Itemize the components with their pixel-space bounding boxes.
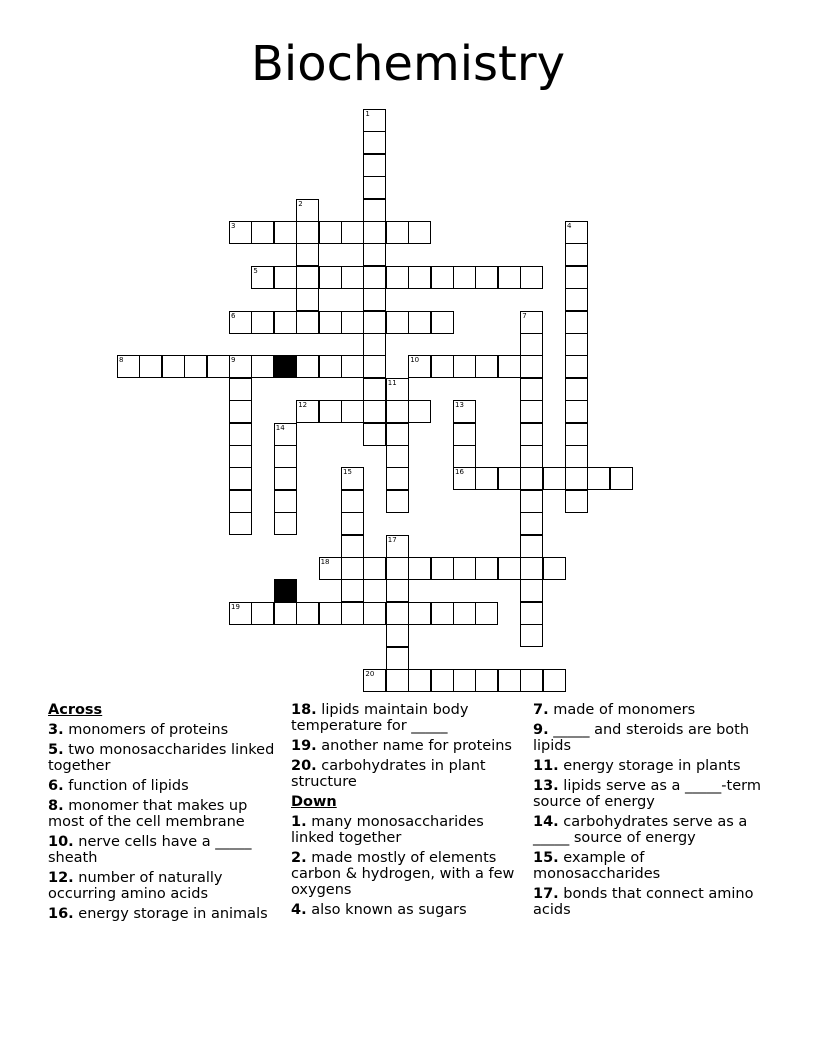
grid-cell[interactable] [386, 669, 409, 692]
grid-cell[interactable] [363, 423, 386, 446]
grid-cell[interactable] [363, 109, 386, 132]
grid-cell[interactable] [341, 490, 364, 513]
grid-cell[interactable] [386, 557, 409, 580]
grid-cell[interactable] [363, 400, 386, 423]
grid-cell[interactable] [139, 355, 162, 378]
grid-cell[interactable] [319, 311, 342, 334]
clue-number-label: 14 [275, 423, 285, 432]
grid-cell[interactable] [520, 624, 543, 647]
grid-cell[interactable] [251, 602, 274, 625]
grid-cell[interactable] [565, 243, 588, 266]
grid-cell[interactable] [408, 602, 431, 625]
grid-cell[interactable] [296, 288, 319, 311]
grid-cell[interactable] [431, 669, 454, 692]
clue-across-6: 6. function of lipids [48, 778, 189, 794]
grid-cell[interactable] [386, 445, 409, 468]
grid-cell[interactable] [520, 423, 543, 446]
grid-cell[interactable] [341, 467, 364, 490]
clue-number-label: 6 [231, 311, 236, 320]
grid-cell[interactable] [229, 490, 252, 513]
grid-cell[interactable] [274, 423, 297, 446]
grid-cell[interactable] [453, 400, 476, 423]
grid-cell[interactable] [341, 400, 364, 423]
grid-cell[interactable] [386, 467, 409, 490]
clue-number-label: 5 [253, 266, 258, 275]
clue-down-1: 1. many monosaccharides linked together [291, 814, 484, 846]
grid-cell[interactable] [520, 490, 543, 513]
grid-cell[interactable] [408, 669, 431, 692]
grid-cell[interactable] [274, 602, 297, 625]
grid-cell[interactable] [229, 602, 252, 625]
grid-cell[interactable] [431, 266, 454, 289]
grid-block-cell [274, 355, 297, 378]
grid-cell[interactable] [543, 557, 566, 580]
grid-cell[interactable] [319, 400, 342, 423]
grid-cell[interactable] [565, 400, 588, 423]
grid-cell[interactable] [475, 467, 498, 490]
grid-cell[interactable] [296, 243, 319, 266]
grid-cell[interactable] [587, 467, 610, 490]
grid-cell[interactable] [363, 199, 386, 222]
grid-cell[interactable] [363, 131, 386, 154]
grid-cell[interactable] [453, 266, 476, 289]
clue-across-18: 18. lipids maintain body temperature for _____ [291, 702, 469, 734]
grid-cell[interactable] [565, 378, 588, 401]
grid-cell[interactable] [229, 467, 252, 490]
grid-cell[interactable] [117, 355, 140, 378]
grid-cell[interactable] [453, 669, 476, 692]
grid-cell[interactable] [520, 602, 543, 625]
grid-cell[interactable] [341, 355, 364, 378]
grid-cell[interactable] [498, 557, 521, 580]
grid-cell[interactable] [207, 355, 230, 378]
grid-cell[interactable] [565, 311, 588, 334]
grid-cell[interactable] [386, 311, 409, 334]
grid-cell[interactable] [475, 266, 498, 289]
grid-cell[interactable] [520, 669, 543, 692]
clues-column-1 [48, 702, 280, 926]
grid-cell[interactable] [363, 333, 386, 356]
grid-cell[interactable] [565, 445, 588, 468]
grid-cell[interactable] [565, 467, 588, 490]
clue-number-label: 16 [455, 468, 464, 477]
grid-cell[interactable] [319, 557, 342, 580]
grid-cell[interactable] [229, 355, 252, 378]
grid-cell[interactable] [251, 221, 274, 244]
grid-cell[interactable] [453, 557, 476, 580]
grid-cell[interactable] [251, 266, 274, 289]
clue-across-5: 5. two monosaccharides linked together [48, 742, 275, 774]
clue-down-14: 14. carbohydrates serve as a _____ source of energy [533, 814, 748, 846]
grid-cell[interactable] [296, 199, 319, 222]
grid-cell[interactable] [229, 512, 252, 535]
clue-across-3: 3. monomers of proteins [48, 722, 229, 738]
grid-cell[interactable] [565, 221, 588, 244]
clue-number-label: 18 [320, 558, 330, 566]
clue-across-12: 12. number of naturally occurring amino acids [48, 870, 223, 902]
grid-cell[interactable] [565, 355, 588, 378]
clues-column-3 [533, 702, 773, 922]
grid-cell[interactable] [565, 490, 588, 513]
clue-down-11: 11. energy storage in plants [533, 758, 741, 774]
grid-cell[interactable] [229, 400, 252, 423]
grid-cell[interactable] [386, 535, 409, 558]
grid-cell[interactable] [520, 378, 543, 401]
grid-cell[interactable] [453, 445, 476, 468]
grid-cell[interactable] [520, 512, 543, 535]
grid-cell[interactable] [363, 311, 386, 334]
grid-cell[interactable] [274, 221, 297, 244]
grid-cell[interactable] [520, 557, 543, 580]
grid-cell[interactable] [610, 467, 633, 490]
down-header: Down [291, 794, 337, 810]
grid-cell[interactable] [431, 602, 454, 625]
grid-cell[interactable] [341, 535, 364, 558]
grid-cell[interactable] [520, 266, 543, 289]
clue-number-label: 12 [298, 401, 308, 410]
clue-number-label: 20 [365, 670, 375, 678]
grid-cell[interactable] [431, 311, 454, 334]
clues-column-2 [291, 702, 527, 922]
grid-cell[interactable] [363, 378, 386, 401]
grid-cell[interactable] [341, 512, 364, 535]
grid-cell[interactable] [498, 467, 521, 490]
clue-across-19: 19. another name for proteins [291, 738, 512, 754]
grid-cell[interactable] [229, 311, 252, 334]
grid-cell[interactable] [520, 333, 543, 356]
grid-cell[interactable] [453, 355, 476, 378]
grid-cell[interactable] [363, 154, 386, 177]
clue-across-16: 16. energy storage in animals [48, 906, 268, 922]
grid-cell[interactable] [565, 266, 588, 289]
grid-cell[interactable] [274, 445, 297, 468]
grid-cell[interactable] [341, 266, 364, 289]
clue-number-label: 8 [119, 356, 124, 365]
grid-cell[interactable] [543, 467, 566, 490]
grid-cell[interactable] [453, 602, 476, 625]
grid-cell[interactable] [274, 311, 297, 334]
grid-cell[interactable] [341, 579, 364, 602]
grid-cell[interactable] [274, 467, 297, 490]
grid-cell[interactable] [363, 221, 386, 244]
grid-cell[interactable] [341, 602, 364, 625]
grid-cell[interactable] [319, 221, 342, 244]
grid-cell[interactable] [520, 467, 543, 490]
grid-block-cell [274, 579, 297, 602]
clue-down-7: 7. made of monomers [533, 702, 696, 718]
grid-cell[interactable] [341, 221, 364, 244]
clue-number-label: 7 [522, 311, 527, 320]
grid-cell[interactable] [386, 579, 409, 602]
clue-across-8: 8. monomer that makes up most of the cell membrane [48, 798, 248, 830]
clue-number-label: 15 [343, 468, 352, 477]
grid-cell[interactable] [274, 490, 297, 513]
grid-cell[interactable] [498, 355, 521, 378]
grid-cell[interactable] [274, 266, 297, 289]
clue-number-label: 9 [231, 356, 236, 365]
grid-cell[interactable] [520, 445, 543, 468]
grid-cell[interactable] [475, 557, 498, 580]
grid-cell[interactable] [363, 288, 386, 311]
grid-cell[interactable] [565, 333, 588, 356]
clue-number-label: 13 [455, 401, 464, 410]
grid-cell[interactable] [363, 176, 386, 199]
clue-across-20: 20. carbohydrates in plant structure [291, 758, 486, 790]
clue-number-label: 4 [567, 222, 572, 230]
grid-cell[interactable] [274, 512, 297, 535]
grid-cell[interactable] [229, 423, 252, 446]
clue-down-13: 13. lipids serve as a _____-term source of energy [533, 778, 761, 810]
grid-cell[interactable] [341, 557, 364, 580]
grid-cell[interactable] [475, 669, 498, 692]
grid-cell[interactable] [251, 355, 274, 378]
grid-cell[interactable] [386, 647, 409, 670]
across-header: Across [48, 702, 103, 718]
grid-cell[interactable] [296, 266, 319, 289]
grid-cell[interactable] [296, 400, 319, 423]
grid-cell[interactable] [319, 355, 342, 378]
grid-cell[interactable] [520, 400, 543, 423]
grid-cell[interactable] [431, 557, 454, 580]
grid-cell[interactable] [565, 423, 588, 446]
clue-number-label: 17 [387, 535, 397, 544]
grid-cell[interactable] [296, 221, 319, 244]
grid-cell[interactable] [386, 400, 409, 423]
grid-cell[interactable] [520, 579, 543, 602]
clue-number-label: 1 [365, 110, 370, 118]
grid-cell[interactable] [431, 355, 454, 378]
grid-cell[interactable] [386, 378, 409, 401]
grid-cell[interactable] [408, 355, 431, 378]
grid-cell[interactable] [408, 557, 431, 580]
grid-cell[interactable] [453, 423, 476, 446]
grid-cell[interactable] [475, 602, 498, 625]
grid-cell[interactable] [162, 355, 185, 378]
grid-cell[interactable] [475, 355, 498, 378]
clue-down-15: 15. example of monosaccharides [533, 850, 661, 882]
grid-cell[interactable] [386, 602, 409, 625]
grid-cell[interactable] [341, 311, 364, 334]
grid-cell[interactable] [386, 221, 409, 244]
grid-cell[interactable] [229, 378, 252, 401]
grid-cell[interactable] [565, 288, 588, 311]
grid-cell[interactable] [363, 669, 386, 692]
clue-number-label: 2 [298, 199, 303, 208]
grid-cell[interactable] [408, 311, 431, 334]
grid-cell[interactable] [319, 266, 342, 289]
grid-cell[interactable] [363, 243, 386, 266]
clue-down-2: 2. made mostly of elements carbon & hydrogen, with a few oxygens [291, 850, 515, 898]
puzzle-title: Biochemistry [250, 36, 566, 92]
grid-cell[interactable] [363, 602, 386, 625]
grid-cell[interactable] [498, 669, 521, 692]
grid-cell[interactable] [319, 602, 342, 625]
grid-cell[interactable] [296, 602, 319, 625]
grid-cell[interactable] [251, 311, 274, 334]
grid-cell[interactable] [229, 445, 252, 468]
grid-cell[interactable] [453, 467, 476, 490]
grid-cell[interactable] [386, 624, 409, 647]
grid-cell[interactable] [386, 490, 409, 513]
grid-cell[interactable] [498, 266, 521, 289]
grid-cell[interactable] [408, 400, 431, 423]
grid-cell[interactable] [543, 669, 566, 692]
clue-down-17: 17. bonds that connect amino acids [533, 886, 754, 918]
clue-across-10: 10. nerve cells have a _____ sheath [48, 834, 252, 866]
grid-cell[interactable] [363, 355, 386, 378]
grid-cell[interactable] [296, 311, 319, 334]
grid-cell[interactable] [229, 221, 252, 244]
grid-cell[interactable] [363, 557, 386, 580]
grid-cell[interactable] [386, 423, 409, 446]
clue-number-label: 3 [231, 222, 236, 230]
grid-cell[interactable] [184, 355, 207, 378]
grid-cell[interactable] [408, 266, 431, 289]
clue-number-label: 10 [410, 356, 420, 365]
grid-cell[interactable] [363, 266, 386, 289]
grid-cell[interactable] [408, 221, 431, 244]
grid-cell[interactable] [296, 355, 319, 378]
grid-cell[interactable] [520, 535, 543, 558]
grid-cell[interactable] [520, 311, 543, 334]
clue-number-label: 11 [387, 378, 397, 387]
grid-cell[interactable] [520, 355, 543, 378]
clue-number-label: 19 [231, 602, 240, 611]
clue-down-4: 4. also known as sugars [291, 902, 467, 918]
grid-cell[interactable] [386, 266, 409, 289]
clue-down-9: 9. _____ and steroids are both lipids [533, 722, 750, 754]
